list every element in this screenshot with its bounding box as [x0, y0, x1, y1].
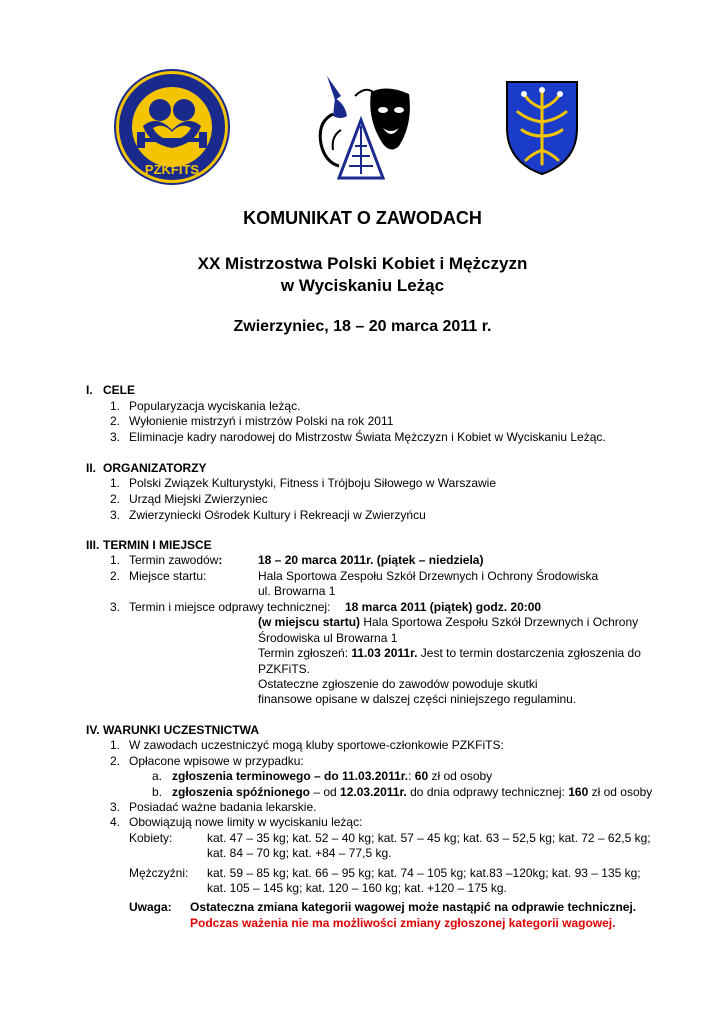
registration-note-line: PZKFiTS.: [258, 662, 311, 676]
section-organizatorzy-heading: [86, 461, 207, 475]
women-label: Kobiety:: [129, 831, 173, 845]
section-cele-heading: [86, 383, 135, 397]
briefing-place-line1: (w miejscu startu) Hala Sportowa Zespołu Szkół Drzewnych i Ochrony: [258, 615, 639, 629]
registration-deadline: Termin zgłoszeń: 11.03 2011r. Jest to termin dostarczenia zgłoszenia do: [258, 646, 641, 660]
list-item: 3.: [110, 430, 121, 444]
list-item-text: W zawodach uczestniczyć mogą kluby sportowe-członkowie PZKFiTS:: [129, 738, 504, 752]
men-categories-line2: kat. 105 – 145 kg; kat. 120 – 160 kg; kat. +120 – 175 kg.: [207, 881, 507, 895]
women-categories-line2: kat. 84 – 70 kg; kat. +84 – 77,5 kg.: [207, 846, 392, 860]
list-item-text: Obowiązują nowe limity w wyciskaniu leżąc:: [129, 815, 363, 829]
section-number: I.: [86, 383, 93, 397]
event-title-line1: XX Mistrzostwa Polski Kobiet i Mężczyzn: [197, 254, 528, 273]
note-label: Uwaga:: [129, 900, 172, 914]
list-item: 3.: [110, 508, 121, 522]
note-weigh-in-warning: Podczas ważenia nie ma możliwości zmiany zgłoszonej kategorii wagowej.: [190, 916, 616, 930]
list-item-number: 2.: [110, 569, 121, 583]
section-number: IV.: [86, 723, 100, 737]
document-title: KOMUNIKAT O ZAWODACH: [243, 208, 482, 228]
culture-center-logo: [305, 70, 420, 185]
pzkfits-logo-text: PZKFITS: [144, 162, 200, 177]
list-item: 1.: [110, 476, 121, 490]
venue-line2: ul. Browarna 1: [258, 584, 336, 598]
section-title: ORGANIZATORZY: [103, 461, 207, 475]
venue-line1: Hala Sportowa Zespołu Szkół Drzewnych i Ochrony Środowiska: [258, 569, 599, 583]
list-item-text: Wyłonienie mistrzyń i mistrzów Polski na rok 2011: [129, 414, 394, 428]
men-categories-line1: kat. 59 – 85 kg; kat. 66 – 95 kg; kat. 74 – 105 kg; kat.83 –120kg; kat. 93 – 135 kg;: [207, 866, 641, 880]
women-categories-line1: kat. 47 – 35 kg; kat. 52 – 40 kg; kat. 57 – 45 kg; kat. 63 – 52,5 kg; kat. 72 – 62,5 kg;: [207, 831, 651, 845]
note-weight-change: Ostateczna zmiana kategorii wagowej może nastąpić na odprawie technicznej.: [190, 900, 637, 914]
section-title: TERMIN I MIEJSCE: [103, 538, 212, 552]
list-item-text: Eliminacje kadry narodowej do Mistrzostw Świata Mężczyzn i Kobiet w Wyciskaniu Leżąc.: [129, 430, 606, 444]
list-item-text: Opłacone wpisowe w przypadku:: [129, 754, 304, 768]
sub-item-letter: a.: [152, 769, 163, 783]
registration-note-line: finansowe opisane w dalszej części niniejszego regulaminu.: [258, 692, 577, 706]
section-termin-heading: [86, 538, 212, 552]
section-number: III.: [86, 538, 100, 552]
list-item-label: Termin i miejsce odprawy technicznej:: [129, 600, 331, 614]
men-label: Mężczyźni:: [129, 866, 189, 880]
section-number: II.: [86, 461, 97, 475]
zwierzyniec-coat-of-arms: [503, 78, 581, 178]
event-title-line2: w Wyciskaniu Leżąc: [280, 276, 445, 295]
list-item: 2.: [110, 492, 121, 506]
list-item-number: 2.: [110, 754, 121, 768]
list-item: 2.: [110, 414, 121, 428]
fee-late: zgłoszenia spóźnionego – od 12.03.2011r. do dnia odprawy technicznej: 160 zł od osoby: [172, 785, 653, 799]
list-item-text: Posiadać ważne badania lekarskie.: [129, 800, 317, 814]
list-item-text: Zwierzyniecki Ośrodek Kultury i Rekreacji w Zwierzyńcu: [129, 508, 426, 522]
list-item-label: Miejsce startu:: [129, 569, 207, 583]
fee-on-time: zgłoszenia terminowego – do 11.03.2011r.: 60 zł od osoby: [172, 769, 493, 783]
briefing-place-line2: Środowiska ul Browarna 1: [258, 631, 398, 645]
list-item-text: Polski Związek Kulturystyki, Fitness i Trójboju Siłowego w Warszawie: [129, 476, 497, 490]
list-item-label: Termin zawodów:: [129, 553, 223, 567]
section-warunki-heading: [86, 723, 259, 737]
list-item-text: Urząd Miejski Zwierzyniec: [129, 492, 268, 506]
competition-dates: 18 – 20 marca 2011r. (piątek – niedziela): [258, 553, 484, 567]
section-title: CELE: [103, 383, 136, 397]
list-item-text: Popularyzacja wyciskania leżąc.: [129, 399, 301, 413]
registration-note-line: Ostateczne zgłoszenie do zawodów powoduje skutki: [258, 677, 538, 691]
list-item-number: 1.: [110, 553, 121, 567]
list-item: 1.: [110, 399, 121, 413]
list-item-number: 1.: [110, 738, 121, 752]
list-item-number: 3.: [110, 600, 121, 614]
sub-item-letter: b.: [152, 785, 163, 799]
pzkfits-logo: [113, 68, 231, 186]
list-item-number: 3.: [110, 800, 121, 814]
list-item-number: 4.: [110, 815, 121, 829]
technical-briefing-date: 18 marca 2011 (piątek) godz. 20:00: [345, 600, 542, 614]
place-and-date: Zwierzyniec, 18 – 20 marca 2011 r.: [233, 318, 492, 335]
section-title: WARUNKI UCZESTNICTWA: [103, 723, 259, 737]
